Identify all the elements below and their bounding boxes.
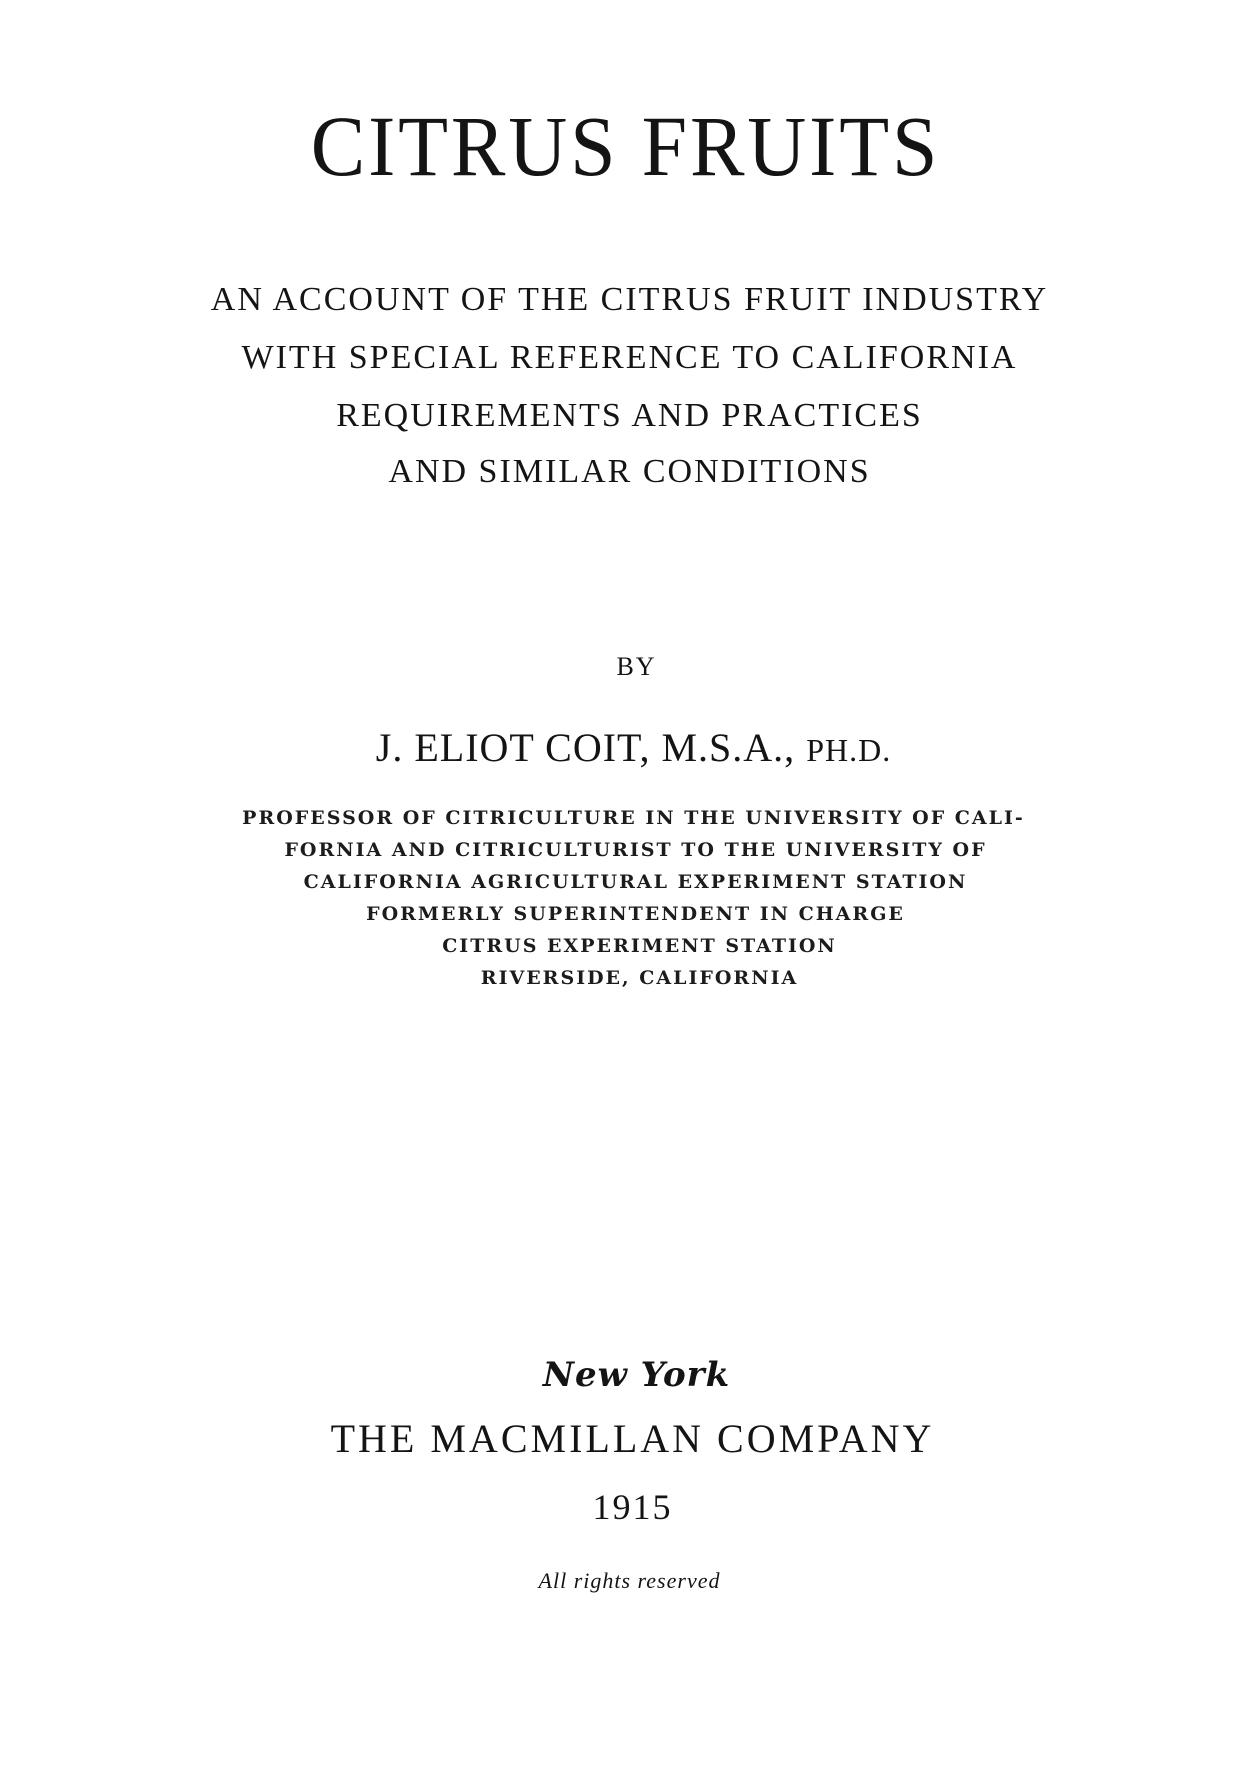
publisher-name: THE MACMILLAN COMPANY [330,1416,935,1461]
book-title: CITRUS FRUITS [310,98,941,194]
credential-line: FORNIA AND CITRICULTURIST TO THE UNIVERSITY OF [284,839,987,861]
subtitle-line: REQUIREMENTS AND PRACTICES [336,397,923,434]
author-degree: PH.D. [806,732,892,768]
credential-line: CALIFORNIA AGRICULTURAL EXPERIMENT STATION [303,871,968,893]
by-label: BY [616,652,657,681]
credential-line: RIVERSIDE, CALIFORNIA [480,967,799,989]
subtitle-line: AND SIMILAR CONDITIONS [388,453,871,490]
author-name: J. ELIOT COIT, M.S.A., [375,725,796,770]
author-line [4,724,1259,771]
imprint-place: New York [542,1355,731,1395]
subtitle-line: AN ACCOUNT OF THE CITRUS FRUIT INDUSTRY [210,281,1049,318]
credential-line: CITRUS EXPERIMENT STATION [442,935,837,957]
subtitle-line: WITH SPECIAL REFERENCE TO CALIFORNIA [241,339,1018,376]
credential-line: FORMERLY SUPERINTENDENT IN CHARGE [366,903,905,925]
credential-line: PROFESSOR OF CITRICULTURE IN THE UNIVERSITY OF CALI- [242,807,1025,829]
rights-notice: All rights reserved [538,1568,721,1593]
publication-year: 1915 [592,1487,673,1527]
